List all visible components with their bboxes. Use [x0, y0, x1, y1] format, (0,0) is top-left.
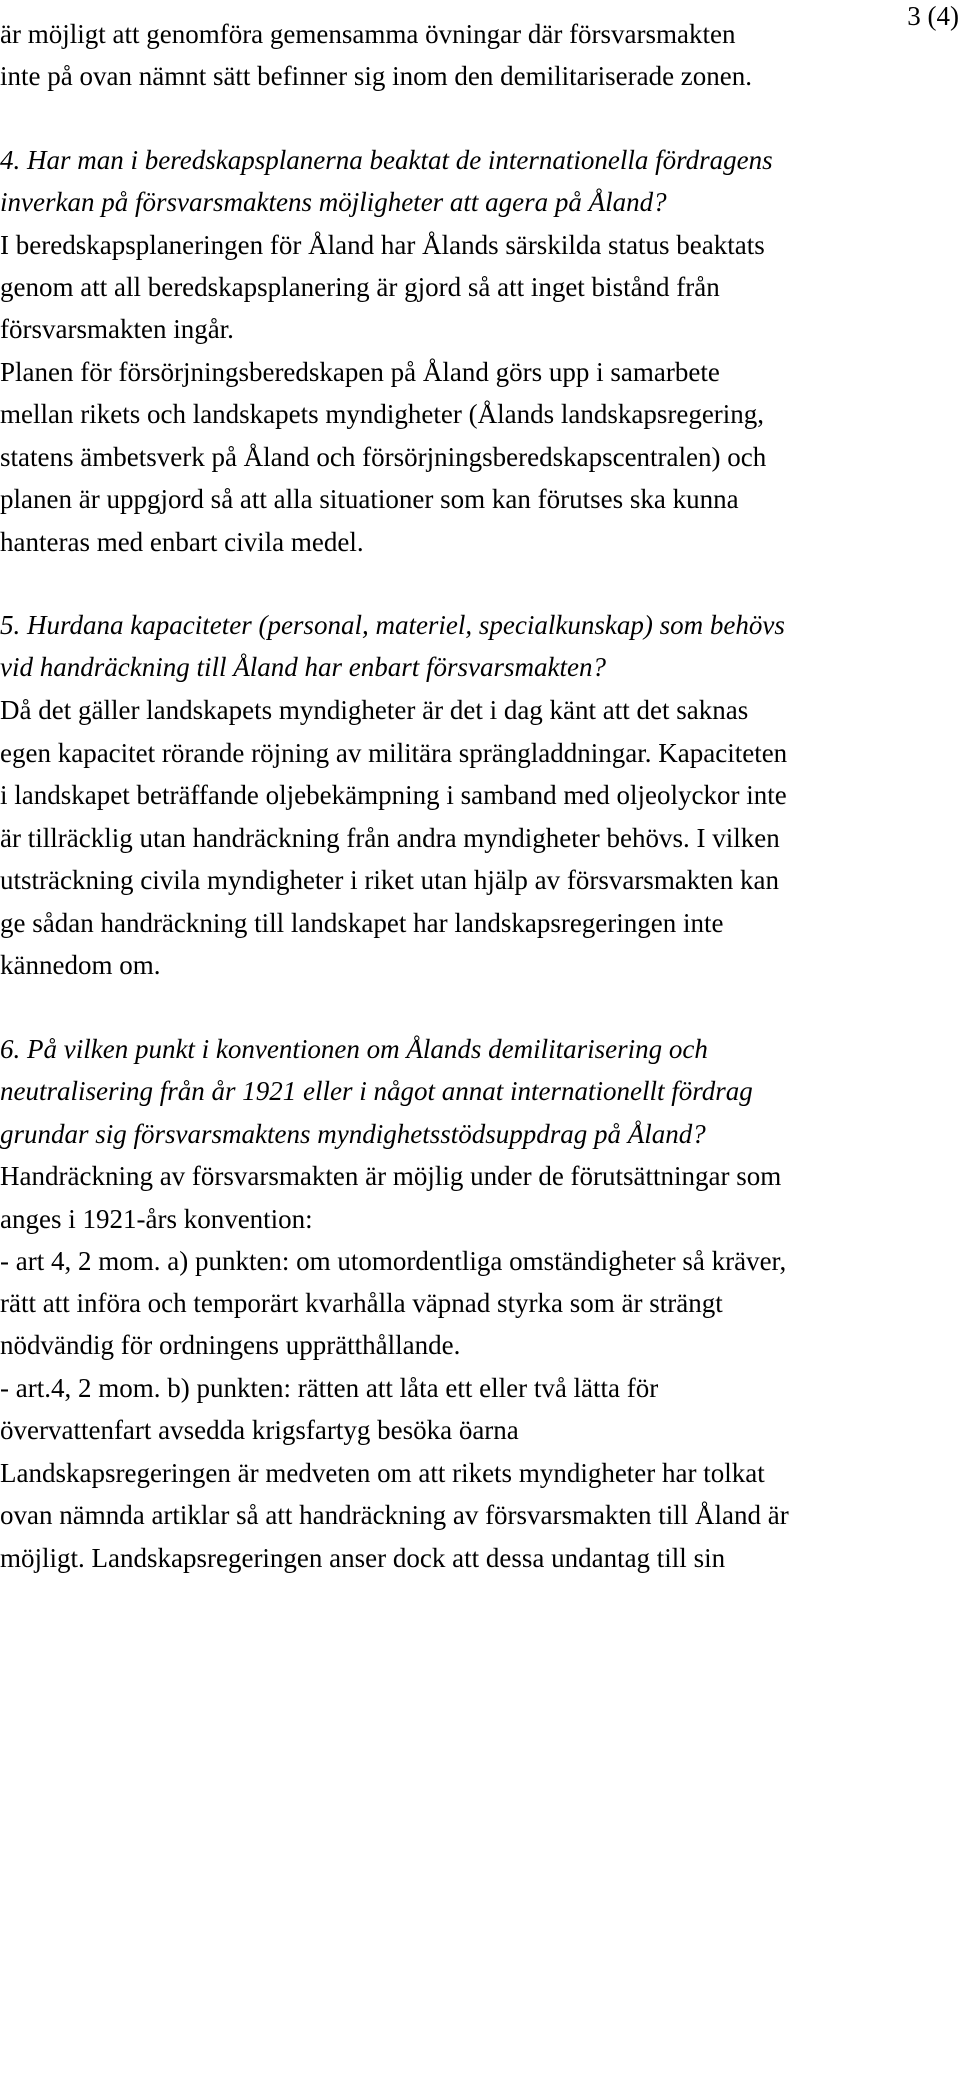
- paragraph-line: planen är uppgjord så att alla situationer som kan förutses ska kunna: [0, 484, 739, 514]
- paragraph-line: försvarsmakten ingår.: [0, 314, 234, 344]
- paragraph-line: - art.4, 2 mom. b) punkten: rätten att låta ett eller två lätta för: [0, 1373, 659, 1403]
- paragraph-line: Handräckning av försvarsmakten är möjlig under de förutsättningar som: [0, 1161, 782, 1191]
- paragraph-line: rätt att införa och temporärt kvarhålla väpnad styrka som är strängt: [0, 1288, 723, 1318]
- question-6-line: neutralisering från år 1921 eller i något annat internationellt fördrag: [0, 1076, 753, 1106]
- paragraph-line: egen kapacitet rörande röjning av militära sprängladdningar. Kapaciteten: [0, 738, 788, 768]
- paragraph-line: i landskapet beträffande oljebekämpning i samband med oljeolyckor inte: [0, 780, 787, 810]
- paragraph-line: statens ämbetsverk på Åland och försörjningsberedskapscentralen) och: [0, 442, 767, 472]
- paragraph-line: kännedom om.: [0, 950, 161, 980]
- paragraph-line: ge sådan handräckning till landskapet har landskapsregeringen inte: [0, 908, 724, 938]
- question-6-line: grundar sig försvarsmaktens myndighetsstödsuppdrag på Åland?: [0, 1119, 706, 1149]
- paragraph-line: mellan rikets och landskapets myndigheter (Ålands landskapsregering,: [0, 399, 765, 429]
- paragraph-line: övervattenfart avsedda krigsfartyg besöka öarna: [0, 1415, 519, 1445]
- question-4-line: inverkan på försvarsmaktens möjligheter att agera på Åland?: [0, 187, 667, 217]
- paragraph-line: Planen för försörjningsberedskapen på Åland görs upp i samarbete: [0, 357, 720, 387]
- question-5-line: vid handräckning till Åland har enbart försvarsmakten?: [0, 652, 606, 682]
- paragraph-line: inte på ovan nämnt sätt befinner sig inom den demilitariserade zonen.: [0, 61, 753, 91]
- question-5-line: 5. Hurdana kapaciteter (personal, materiel, specialkunskap) som behövs: [0, 610, 785, 640]
- paragraph-line: är möjligt att genomföra gemensamma övningar där försvarsmakten: [0, 19, 736, 49]
- page-number: 3 (4): [907, 1, 959, 31]
- paragraph-line: genom att all beredskapsplanering är gjord så att inget bistånd från: [0, 272, 720, 302]
- paragraph-line: Då det gäller landskapets myndigheter är det i dag känt att det saknas: [0, 695, 749, 725]
- paragraph-line: nödvändig för ordningens upprätthållande.: [0, 1330, 461, 1360]
- paragraph-line: I beredskapsplaneringen för Åland har Ålands särskilda status beaktats: [0, 230, 765, 260]
- paragraph-line: anges i 1921-års konvention:: [0, 1204, 313, 1234]
- paragraph-line: ovan nämnda artiklar så att handräckning av försvarsmakten till Åland är: [0, 1500, 789, 1530]
- paragraph-line: Landskapsregeringen är medveten om att rikets myndigheter har tolkat: [0, 1458, 765, 1488]
- paragraph-line: utsträckning civila myndigheter i riket utan hjälp av försvarsmakten kan: [0, 865, 780, 895]
- question-6-line: 6. På vilken punkt i konventionen om Ålands demilitarisering och: [0, 1034, 708, 1064]
- paragraph-line: hanteras med enbart civila medel.: [0, 527, 364, 557]
- paragraph-line: möjligt. Landskapsregeringen anser dock att dessa undantag till sin: [0, 1543, 726, 1573]
- paragraph-line: - art 4, 2 mom. a) punkten: om utomordentliga omständigheter så kräver,: [0, 1246, 787, 1276]
- paragraph-line: är tillräcklig utan handräckning från andra myndigheter behövs. I vilken: [0, 823, 780, 853]
- question-4-line: 4. Har man i beredskapsplanerna beaktat de internationella fördragens: [0, 145, 773, 175]
